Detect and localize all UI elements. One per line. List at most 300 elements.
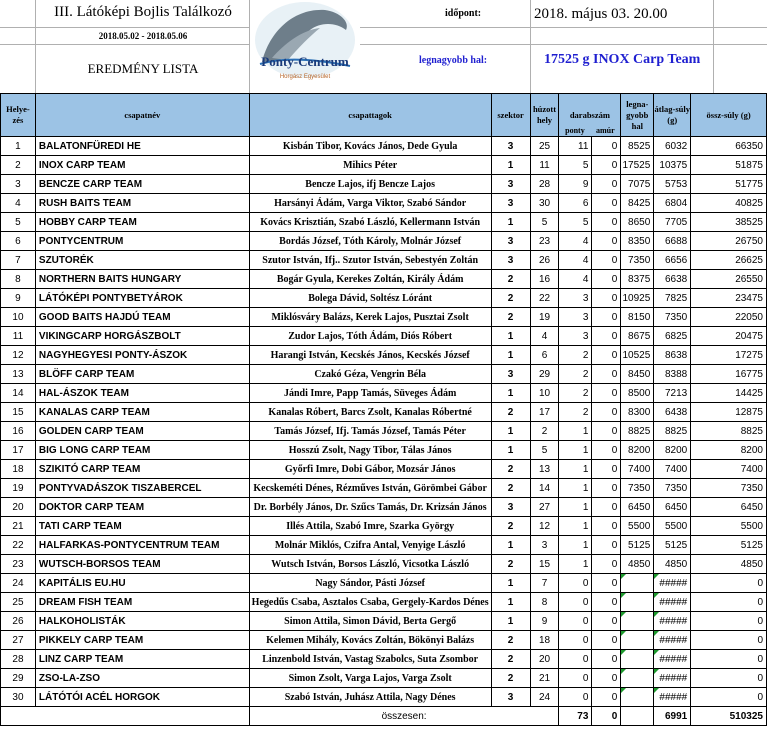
sector-cell: 2 [491, 308, 530, 327]
place-cell: 1 [1, 137, 36, 156]
biggest-fish-label: legnagyobb hal: [419, 55, 488, 66]
biggest-fish-cell [621, 574, 654, 593]
total-weight-cell: 22050 [691, 308, 767, 327]
spot-cell: 26 [530, 251, 559, 270]
carp-count-cell: 2 [559, 403, 592, 422]
sector-cell: 3 [491, 498, 530, 517]
members-cell: Nagy Sándor, Pásti József [249, 574, 491, 593]
spot-cell: 8 [530, 593, 559, 612]
team-name-cell: HALFARKAS-PONTYCENTRUM TEAM [35, 536, 249, 555]
total-weight-cell: 7400 [691, 460, 767, 479]
place-cell: 11 [1, 327, 36, 346]
amur-count-cell: 0 [592, 346, 621, 365]
team-name-cell: NORTHERN BAITS HUNGARY [35, 270, 249, 289]
team-name-cell: HAL-ÁSZOK TEAM [35, 384, 249, 403]
total-weight-cell: 0 [691, 688, 767, 707]
event-dates: 2018.05.02 - 2018.05.06 [98, 31, 188, 41]
carp-count-cell: 4 [559, 270, 592, 289]
place-cell: 15 [1, 403, 36, 422]
carp-count-cell: 0 [559, 631, 592, 650]
biggest-fish-cell [621, 669, 654, 688]
sector-cell: 2 [491, 631, 530, 650]
total-weight-cell: 8200 [691, 441, 767, 460]
col-header-avg: átlag-súly (g) [654, 94, 691, 137]
team-name-cell: BALATONFÜREDI HE [35, 137, 249, 156]
total-weight-cell: 14425 [691, 384, 767, 403]
col-header-team: csapatnév [35, 94, 249, 137]
amur-count-cell: 0 [592, 574, 621, 593]
members-cell: Kanalas Róbert, Barcs Zsolt, Kanalas Róbertné [249, 403, 491, 422]
sector-cell: 1 [491, 593, 530, 612]
team-name-cell: PONTYCENTRUM [35, 232, 249, 251]
sector-cell: 1 [491, 422, 530, 441]
col-header-sector: szektor [491, 94, 530, 137]
sector-cell: 1 [491, 574, 530, 593]
amur-count-cell: 0 [592, 555, 621, 574]
sector-cell: 2 [491, 650, 530, 669]
place-cell: 22 [1, 536, 36, 555]
members-cell: Miklósváry Balázs, Kerek Lajos, Pusztai Zsolt [249, 308, 491, 327]
spot-cell: 11 [530, 156, 559, 175]
place-cell: 3 [1, 175, 36, 194]
members-cell: Szabó István, Juhász Attila, Nagy Dénes [249, 688, 491, 707]
col-header-spot: húzott hely [530, 94, 559, 137]
table-row [1, 346, 767, 365]
carp-count-cell: 3 [559, 308, 592, 327]
amur-count-cell: 0 [592, 631, 621, 650]
biggest-fish-cell [621, 650, 654, 669]
place-cell: 23 [1, 555, 36, 574]
place-cell: 16 [1, 422, 36, 441]
biggest-fish-cell: 10925 [621, 289, 654, 308]
table-row [1, 194, 767, 213]
amur-count-cell: 0 [592, 232, 621, 251]
place-cell: 29 [1, 669, 36, 688]
table-row [1, 650, 767, 669]
amur-count-cell: 0 [592, 669, 621, 688]
table-row [1, 536, 767, 555]
place-cell: 19 [1, 479, 36, 498]
members-cell: Szutor István, Ifj.. Szutor István, Sebestyén Zoltán [249, 251, 491, 270]
biggest-fish-cell: 8500 [621, 384, 654, 403]
average-weight-cell: 7825 [654, 289, 691, 308]
total-weight-cell: 66350 [691, 137, 767, 156]
place-cell: 13 [1, 365, 36, 384]
carp-count-cell: 0 [559, 669, 592, 688]
spot-cell: 24 [530, 688, 559, 707]
amur-count-cell: 0 [592, 498, 621, 517]
table-row [1, 403, 767, 422]
members-cell: Dr. Borbély János, Dr. Szűcs Tamás, Dr. Krizsán János [249, 498, 491, 517]
amur-count-cell: 0 [592, 403, 621, 422]
grid-line [360, 44, 767, 45]
team-name-cell: LINZ CARP TEAM [35, 650, 249, 669]
spot-cell: 29 [530, 365, 559, 384]
carp-count-cell: 1 [559, 479, 592, 498]
total-weight-cell: 20475 [691, 327, 767, 346]
carp-count-cell: 2 [559, 384, 592, 403]
total-weight-cell: 0 [691, 612, 767, 631]
biggest-fish-cell: 7350 [621, 251, 654, 270]
spot-cell: 25 [530, 137, 559, 156]
table-row [1, 384, 767, 403]
team-name-cell: WUTSCH-BORSOS TEAM [35, 555, 249, 574]
biggest-fish-cell: 6450 [621, 498, 654, 517]
biggest-fish-cell: 8450 [621, 365, 654, 384]
biggest-fish-cell [621, 612, 654, 631]
sector-cell: 3 [491, 365, 530, 384]
place-cell: 30 [1, 688, 36, 707]
place-cell: 10 [1, 308, 36, 327]
table-row [1, 137, 767, 156]
average-weight-cell: 7213 [654, 384, 691, 403]
col-header-carp: ponty [565, 126, 585, 135]
place-cell: 26 [1, 612, 36, 631]
table-row [1, 517, 767, 536]
spot-cell: 15 [530, 555, 559, 574]
total-weight-cell: 0 [691, 650, 767, 669]
carp-count-cell: 6 [559, 194, 592, 213]
amur-count-cell: 0 [592, 175, 621, 194]
summary-label: összesen: [249, 707, 559, 726]
team-name-cell: PONTYVADÁSZOK TISZABERCEL [35, 479, 249, 498]
average-weight-cell: 5125 [654, 536, 691, 555]
sector-cell: 3 [491, 688, 530, 707]
sector-cell: 1 [491, 213, 530, 232]
spot-cell: 19 [530, 308, 559, 327]
team-name-cell: LÁTÓKÉPI PONTYBETYÁROK [35, 289, 249, 308]
summary-amur-total: 0 [592, 707, 621, 726]
total-weight-cell: 8825 [691, 422, 767, 441]
summary-carp-total: 73 [559, 707, 592, 726]
col-header-biggest: legna-gyobb hal [621, 94, 654, 137]
carp-count-cell: 1 [559, 460, 592, 479]
team-name-cell: INOX CARP TEAM [35, 156, 249, 175]
page-title: III. Látóképi Bojlis Találkozó [54, 4, 232, 20]
average-weight-cell: 10375 [654, 156, 691, 175]
team-name-cell: ZSO-LA-ZSO [35, 669, 249, 688]
place-cell: 9 [1, 289, 36, 308]
col-header-count [559, 94, 621, 137]
amur-count-cell: 0 [592, 384, 621, 403]
table-row [1, 232, 767, 251]
average-weight-cell: 7400 [654, 460, 691, 479]
team-name-cell: TATI CARP TEAM [35, 517, 249, 536]
amur-count-cell: 0 [592, 650, 621, 669]
time-value: 2018. május 03. 20.00 [534, 6, 668, 22]
average-weight-cell: 5753 [654, 175, 691, 194]
sector-cell: 1 [491, 346, 530, 365]
carp-count-cell: 1 [559, 517, 592, 536]
carp-count-cell: 1 [559, 555, 592, 574]
place-cell: 14 [1, 384, 36, 403]
results-table [0, 93, 767, 726]
col-header-total: össz-súly (g) [691, 94, 767, 137]
spot-cell: 9 [530, 612, 559, 631]
amur-count-cell: 0 [592, 517, 621, 536]
carp-count-cell: 2 [559, 365, 592, 384]
total-weight-cell: 0 [691, 574, 767, 593]
table-row [1, 460, 767, 479]
amur-count-cell: 0 [592, 137, 621, 156]
col-header-amur: amúr [595, 126, 615, 135]
average-weight-cell: ##### [654, 650, 691, 669]
team-name-cell: HOBBY CARP TEAM [35, 213, 249, 232]
sector-cell: 2 [491, 270, 530, 289]
amur-count-cell: 0 [592, 688, 621, 707]
average-weight-cell: 6638 [654, 270, 691, 289]
average-weight-cell: ##### [654, 612, 691, 631]
amur-count-cell: 0 [592, 194, 621, 213]
average-weight-cell: ##### [654, 669, 691, 688]
biggest-fish-cell: 7400 [621, 460, 654, 479]
table-row [1, 308, 767, 327]
amur-count-cell: 0 [592, 327, 621, 346]
members-cell: Tamás József, Ifj. Tamás József, Tamás Péter [249, 422, 491, 441]
team-name-cell: VIKINGCARP HORGÁSZBOLT [35, 327, 249, 346]
table-row [1, 441, 767, 460]
biggest-fish-cell: 8300 [621, 403, 654, 422]
members-cell: Hegedűs Csaba, Asztalos Csaba, Gergely-Kardos Dénes [249, 593, 491, 612]
team-name-cell: SZUTORÉK [35, 251, 249, 270]
spot-cell: 18 [530, 631, 559, 650]
carp-count-cell: 9 [559, 175, 592, 194]
sector-cell: 2 [491, 555, 530, 574]
spot-cell: 30 [530, 194, 559, 213]
amur-count-cell: 0 [592, 308, 621, 327]
spot-cell: 3 [530, 536, 559, 555]
place-cell: 20 [1, 498, 36, 517]
team-name-cell: LÁTÓTÓI ACÉL HORGOK [35, 688, 249, 707]
sector-cell: 3 [491, 251, 530, 270]
spot-cell: 4 [530, 327, 559, 346]
average-weight-cell: ##### [654, 631, 691, 650]
spot-cell: 13 [530, 460, 559, 479]
average-weight-cell: ##### [654, 593, 691, 612]
amur-count-cell: 0 [592, 593, 621, 612]
carp-count-cell: 0 [559, 650, 592, 669]
amur-count-cell: 0 [592, 422, 621, 441]
carp-count-cell: 0 [559, 688, 592, 707]
team-name-cell: NAGYHEGYESI PONTY-ÁSZOK [35, 346, 249, 365]
table-row [1, 593, 767, 612]
total-weight-cell: 5500 [691, 517, 767, 536]
biggest-fish-cell: 8350 [621, 232, 654, 251]
members-cell: Bolega Dávid, Soltész Lóránt [249, 289, 491, 308]
carp-count-cell: 5 [559, 156, 592, 175]
members-cell: Simon Attila, Simon Dávid, Berta Gergő [249, 612, 491, 631]
carp-count-cell: 3 [559, 289, 592, 308]
carp-count-cell: 0 [559, 593, 592, 612]
table-row [1, 251, 767, 270]
sector-cell: 1 [491, 327, 530, 346]
biggest-fish-cell: 8200 [621, 441, 654, 460]
amur-count-cell: 0 [592, 213, 621, 232]
amur-count-cell: 0 [592, 479, 621, 498]
table-row [1, 422, 767, 441]
total-weight-cell: 40825 [691, 194, 767, 213]
average-weight-cell: ##### [654, 688, 691, 707]
biggest-fish-cell [621, 631, 654, 650]
col-header-members: csapattagok [249, 94, 491, 137]
carp-count-cell: 1 [559, 536, 592, 555]
table-row [1, 688, 767, 707]
spot-cell: 5 [530, 213, 559, 232]
biggest-fish-cell: 8150 [621, 308, 654, 327]
sector-cell: 2 [491, 403, 530, 422]
biggest-fish-cell: 7075 [621, 175, 654, 194]
biggest-fish-cell: 8375 [621, 270, 654, 289]
table-row [1, 479, 767, 498]
members-cell: Illés Attila, Szabó Imre, Szarka György [249, 517, 491, 536]
average-weight-cell: 6804 [654, 194, 691, 213]
sector-cell: 1 [491, 536, 530, 555]
place-cell: 27 [1, 631, 36, 650]
average-weight-cell: 7705 [654, 213, 691, 232]
members-cell: Kelemen Mihály, Kovács Zoltán, Bökönyi Balázs [249, 631, 491, 650]
total-weight-cell: 16775 [691, 365, 767, 384]
biggest-fish-cell [621, 688, 654, 707]
biggest-fish-cell: 8825 [621, 422, 654, 441]
table-row [1, 289, 767, 308]
summary-row [1, 707, 767, 726]
sector-cell: 1 [491, 156, 530, 175]
biggest-fish-cell: 5500 [621, 517, 654, 536]
summary-grand-total: 510325 [691, 707, 767, 726]
members-cell: Molnár Miklós, Czifra Antal, Venyige László [249, 536, 491, 555]
summary-empty [621, 707, 654, 726]
logo-text: Ponty-Centrum [261, 54, 349, 69]
average-weight-cell: 6656 [654, 251, 691, 270]
spot-cell: 12 [530, 517, 559, 536]
team-name-cell: PIKKELY CARP TEAM [35, 631, 249, 650]
team-name-cell: BENCZE CARP TEAM [35, 175, 249, 194]
table-row [1, 270, 767, 289]
sector-cell: 3 [491, 137, 530, 156]
total-weight-cell: 38525 [691, 213, 767, 232]
team-name-cell: BLÖFF CARP TEAM [35, 365, 249, 384]
spot-cell: 21 [530, 669, 559, 688]
carp-count-cell: 4 [559, 251, 592, 270]
table-row [1, 612, 767, 631]
spot-cell: 2 [530, 422, 559, 441]
table-row [1, 365, 767, 384]
carp-count-cell: 1 [559, 441, 592, 460]
total-weight-cell: 26625 [691, 251, 767, 270]
members-cell: Kecskeméti Dénes, Rézműves István, Görömbei Gábor [249, 479, 491, 498]
team-name-cell: RUSH BAITS TEAM [35, 194, 249, 213]
table-row [1, 175, 767, 194]
summary-empty [1, 707, 250, 726]
table-row [1, 555, 767, 574]
biggest-fish-cell: 8425 [621, 194, 654, 213]
table-row [1, 156, 767, 175]
place-cell: 12 [1, 346, 36, 365]
biggest-fish-cell: 4850 [621, 555, 654, 574]
place-cell: 25 [1, 593, 36, 612]
members-cell: Simon Zsolt, Varga Lajos, Varga Zsolt [249, 669, 491, 688]
average-weight-cell: 8200 [654, 441, 691, 460]
total-weight-cell: 17275 [691, 346, 767, 365]
table-row [1, 213, 767, 232]
spot-cell: 22 [530, 289, 559, 308]
biggest-fish-value: 17525 g INOX Carp Team [544, 52, 701, 67]
total-weight-cell: 26750 [691, 232, 767, 251]
carp-count-cell: 1 [559, 498, 592, 517]
team-name-cell: GOOD BAITS HAJDÚ TEAM [35, 308, 249, 327]
place-cell: 28 [1, 650, 36, 669]
ponty-centrum-logo [250, 0, 360, 92]
spot-cell: 27 [530, 498, 559, 517]
sector-cell: 1 [491, 441, 530, 460]
members-cell: Bencze Lajos, ifj Bencze Lajos [249, 175, 491, 194]
carp-count-cell: 3 [559, 327, 592, 346]
members-cell: Bogár Gyula, Kerekes Zoltán, Király Ádám [249, 270, 491, 289]
average-weight-cell: 8825 [654, 422, 691, 441]
table-row [1, 327, 767, 346]
average-weight-cell: 6450 [654, 498, 691, 517]
amur-count-cell: 0 [592, 365, 621, 384]
members-cell: Wutsch István, Borsos László, Vicsotka László [249, 555, 491, 574]
place-cell: 4 [1, 194, 36, 213]
members-cell: Harangi István, Kecskés János, Kecskés József [249, 346, 491, 365]
sector-cell: 2 [491, 460, 530, 479]
spot-cell: 10 [530, 384, 559, 403]
biggest-fish-cell: 7350 [621, 479, 654, 498]
total-weight-cell: 5125 [691, 536, 767, 555]
total-weight-cell: 0 [691, 593, 767, 612]
table-header-row [1, 94, 767, 137]
average-weight-cell: 7350 [654, 308, 691, 327]
average-weight-cell: 6438 [654, 403, 691, 422]
total-weight-cell: 6450 [691, 498, 767, 517]
average-weight-cell: 8638 [654, 346, 691, 365]
sector-cell: 3 [491, 232, 530, 251]
members-cell: Bordás József, Tóth Károly, Molnár József [249, 232, 491, 251]
total-weight-cell: 0 [691, 631, 767, 650]
spot-cell: 17 [530, 403, 559, 422]
place-cell: 6 [1, 232, 36, 251]
average-weight-cell: 8388 [654, 365, 691, 384]
biggest-fish-cell: 8650 [621, 213, 654, 232]
average-weight-cell: 4850 [654, 555, 691, 574]
members-cell: Czakó Géza, Vengrin Béla [249, 365, 491, 384]
team-name-cell: KAPITÁLIS EU.HU [35, 574, 249, 593]
spot-cell: 16 [530, 270, 559, 289]
amur-count-cell: 0 [592, 156, 621, 175]
col-header-count-label: darabszám [569, 110, 610, 120]
place-cell: 21 [1, 517, 36, 536]
total-weight-cell: 4850 [691, 555, 767, 574]
team-name-cell: KANALAS CARP TEAM [35, 403, 249, 422]
total-weight-cell: 7350 [691, 479, 767, 498]
table-row [1, 669, 767, 688]
team-name-cell: SZIKITÓ CARP TEAM [35, 460, 249, 479]
spot-cell: 28 [530, 175, 559, 194]
carp-count-cell: 0 [559, 612, 592, 631]
amur-count-cell: 0 [592, 536, 621, 555]
team-name-cell: DREAM FISH TEAM [35, 593, 249, 612]
sector-cell: 1 [491, 384, 530, 403]
amur-count-cell: 0 [592, 251, 621, 270]
carp-count-cell: 4 [559, 232, 592, 251]
members-cell: Kovács Krisztián, Szabó László, Kellermann István [249, 213, 491, 232]
members-cell: Győrfi Imre, Dobi Gábor, Mozsár János [249, 460, 491, 479]
spot-cell: 7 [530, 574, 559, 593]
members-cell: Linzenbold István, Vastag Szabolcs, Suta Zsombor [249, 650, 491, 669]
place-cell: 24 [1, 574, 36, 593]
amur-count-cell: 0 [592, 460, 621, 479]
